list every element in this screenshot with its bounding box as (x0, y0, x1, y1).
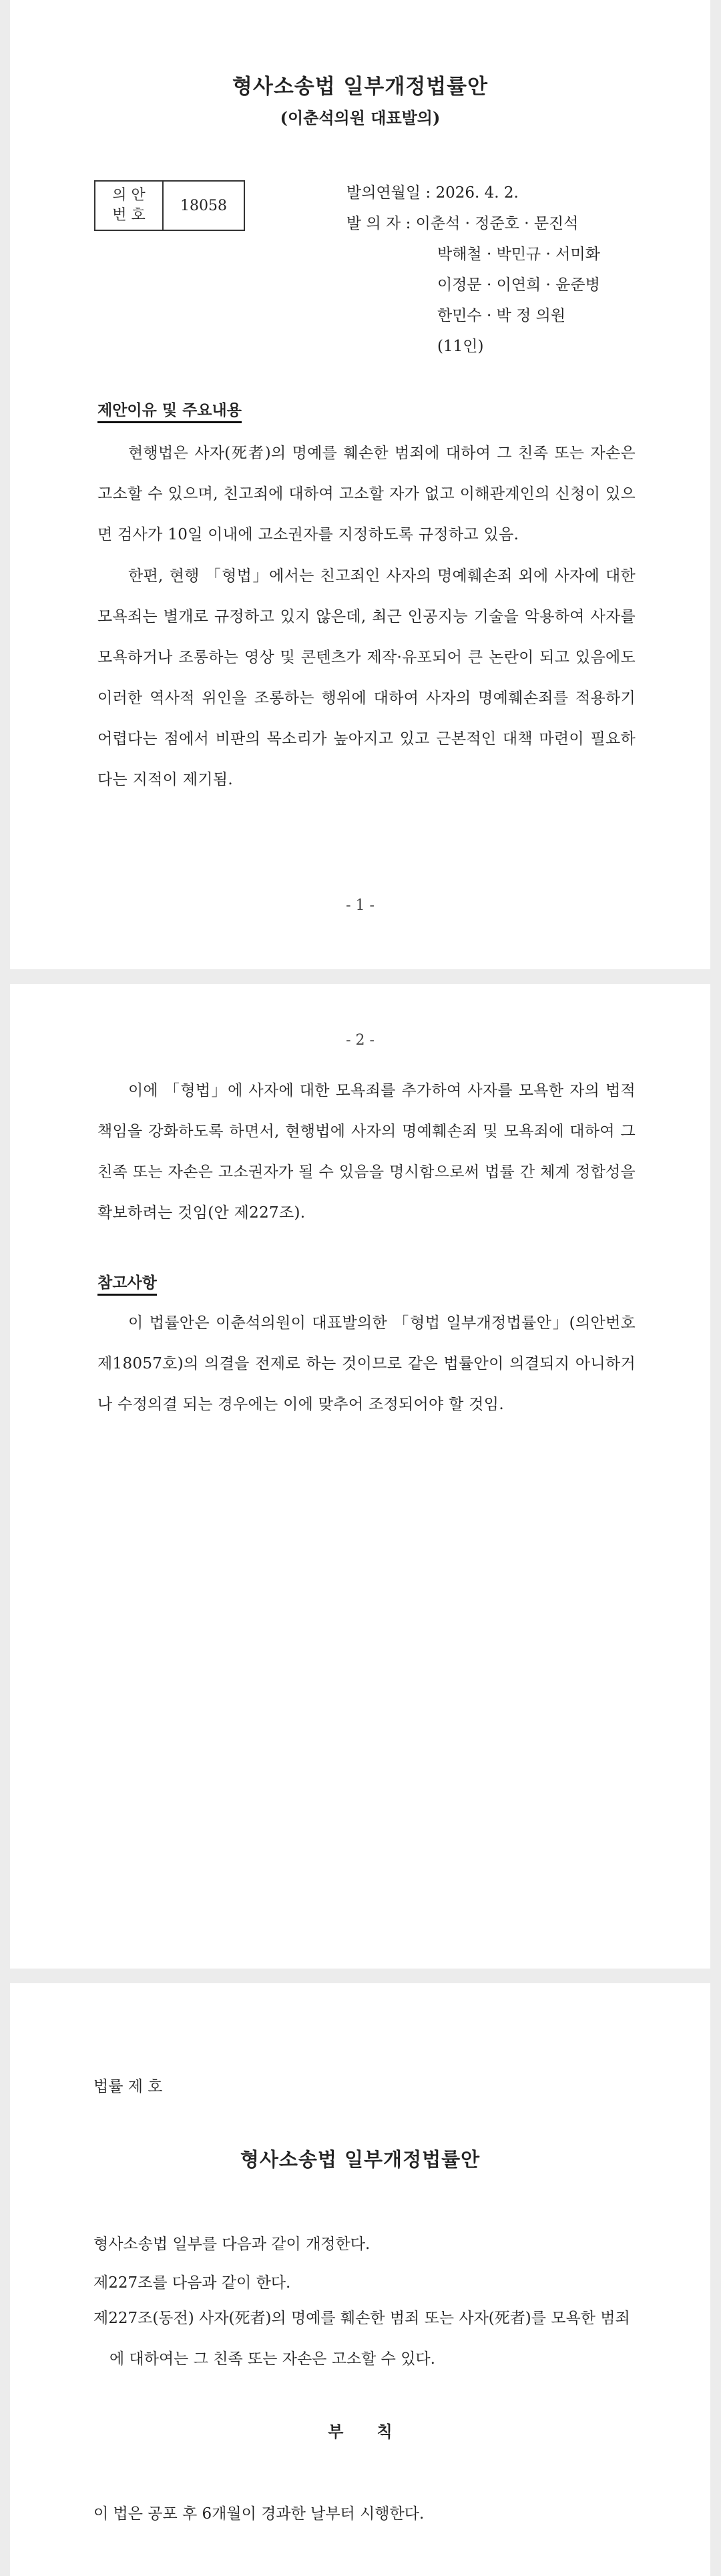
proposers-count: (11인) (437, 338, 484, 355)
page-number-1: - 1 - (346, 897, 375, 914)
amendment-line-2: 제227조를 다음과 같이 한다. (93, 2274, 291, 2292)
section-heading-reason (97, 398, 242, 420)
appendix-title: 부 칙 (328, 2422, 393, 2441)
law-number: 법률 제 호 (93, 2078, 163, 2095)
proposers-line-2: 박해철 · 박민규 · 서미화 (437, 246, 600, 263)
bill-number-value: 18058 (180, 197, 227, 214)
proposers-line-3: 이정문 · 이연희 · 윤준병 (437, 276, 600, 294)
reason-paragraph-3: 이에 「형법」에 사자에 대한 모욕죄를 추가하여 사자를 모욕한 자의 법적 책임을 강화하도록 하면서, 현행법에 사자의 명예훼손죄 및 모욕죄에 대하여 그 친족 또는 자손은 고소권자가 될 수 있음을 명시함으로써 법률 간 체계 정합성을 확보하려는 것임(안 제227조). (97, 1082, 636, 1222)
amendment-title: 형사소송법 일부개정법률안 (240, 2148, 481, 2171)
section-heading-notes (97, 1270, 157, 1292)
bill-number-label-line1: 의 안 (112, 187, 146, 204)
notes-paragraph: 이 법률안은 이춘석의원이 대표발의한 「형법 일부개정법률안」(의안번호 제18057호)의 의결을 전제로 하는 것이므로 같은 법률안이 의결되지 아니하거나 수정의결 되는 경우에는 이에 맞추어 조정되어야 할 것임. (97, 1314, 636, 1413)
bill-number-box (94, 180, 245, 231)
proposers-line-4: 한민수 · 박 정 의원 (437, 307, 566, 324)
section-heading-reason-text: 제안이유 및 주요내용 (97, 401, 242, 423)
bill-number-label (95, 182, 164, 230)
proposal-date: 발의연월일 : 2026. 4. 2. (346, 184, 519, 202)
reason-paragraph-1: 현행법은 사자(死者)의 명예를 훼손한 범죄에 대하여 그 친족 또는 자손은 고소할 수 있으며, 친고죄에 대하여 고소할 자가 없고 이해관계인의 신청이 있으면 검사가 10일 이내에 고소권자를 지정하도록 규정하고 있음. (97, 445, 636, 543)
appendix-text: 이 법은 공포 후 6개월이 경과한 날부터 시행한다. (93, 2505, 425, 2523)
page-2 (10, 984, 710, 1969)
bill-subtitle: (이춘석의원 대표발의) (280, 108, 441, 127)
reason-paragraph-2: 한편, 현행 「형법」에서는 친고죄인 사자의 명예훼손죄 외에 사자에 대한 모욕죄는 별개로 규정하고 있지 않은데, 최근 인공지능 기술을 악용하여 사자를 모욕하거나 조롱하는 영상 및 콘텐츠가 제작·유포되어 큰 논란이 되고 있음에도 이러한 역사적 위인을 조롱하는 행위에 대하여 사자의 명예훼손죄를 적용하기 어렵다는 점에서 비판의 목소리가 높아지고 있고 근본적인 대책 마련이 필요하다는 지적이 제기됨. (97, 567, 636, 788)
bill-number-label-line2: 번 호 (112, 207, 146, 224)
article-227: 제227조(동전) 사자(死者)의 명예를 훼손한 범죄 또는 사자(死者)를 모욕한 범죄에 대하여는 그 친족 또는 자손은 고소할 수 있다. (93, 2310, 630, 2368)
page-number-2: - 2 - (346, 1032, 375, 1049)
amendment-line-1: 형사소송법 일부를 다음과 같이 개정한다. (93, 2236, 371, 2253)
proposal-meta (346, 175, 680, 355)
page-3 (10, 1983, 710, 2576)
section-heading-notes-text: 참고사항 (97, 1274, 157, 1296)
page-1 (10, 0, 710, 969)
bill-title: 형사소송법 일부개정법률안 (232, 75, 489, 99)
proposers-line-1: 발 의 자 : 이춘석 · 정준호 · 문진석 (346, 215, 579, 232)
